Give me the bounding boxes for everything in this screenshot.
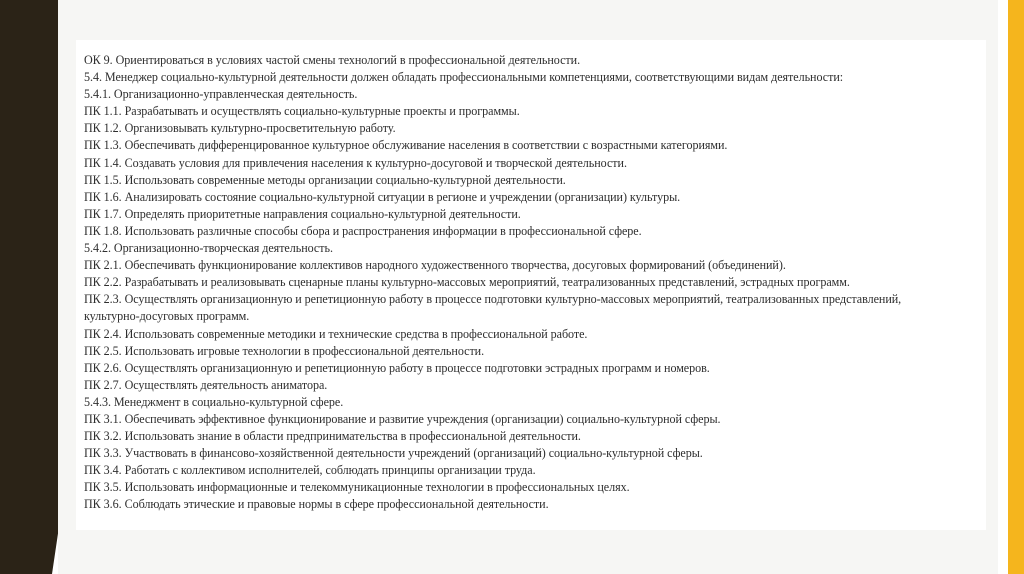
doc-line-pk-1-5: ПК 1.5. Использовать современные методы организации социально-культурной деятельности. — [84, 172, 566, 187]
doc-line-pk-3-2: ПК 3.2. Использовать знание в области предпринимательства в профессиональной деятельности. — [84, 429, 581, 444]
doc-line-pk-2-2: ПК 2.2. Разрабатывать и реализовывать сценарные планы культурно-массовых мероприятий, театрализованных представлений, эстрадных программ. — [84, 275, 850, 290]
doc-line-pk-1-6: ПК 1.6. Анализировать состояние социально-культурной ситуации в регионе и учреждении (организации) культуры. — [84, 189, 681, 204]
doc-line-pk-1-3: ПК 1.3. Обеспечивать дифференцированное культурное обслуживание населения в соответствии с возрастными категориями. — [84, 138, 728, 153]
doc-line-pk-1-1: ПК 1.1. Разрабатывать и осуществлять социально-культурные проекты и программы. — [84, 104, 520, 119]
document-image — [76, 40, 986, 530]
doc-line-pk-1-2: ПК 1.2. Организовывать культурно-просветительную работу. — [84, 121, 396, 136]
doc-line-pk-1-4: ПК 1.4. Создавать условия для привлечения населения к культурно-досуговой и творческой деятельности. — [84, 155, 627, 170]
doc-line-pk-2-3: ПК 2.3. Осуществлять организационную и репетиционную работу в процессе подготовки культурно-массовых мероприятий, театрализованных представлений, — [84, 292, 902, 307]
doc-line-pk-2-1: ПК 2.1. Обеспечивать функционирование коллективов народного художественного творчества, досуговых формирований (объединений). — [84, 258, 786, 273]
doc-line-pk-3-3: ПК 3.3. Участвовать в финансово-хозяйственной деятельности учреждений (организаций) социально-культурной сферы. — [84, 446, 703, 461]
doc-line-section-5-4-3: 5.4.3. Менеджмент в социально-культурной сфере. — [84, 394, 344, 409]
right-accent-bar — [1008, 0, 1024, 574]
doc-line-section-5-4-2: 5.4.2. Организационно-творческая деятельность. — [84, 241, 333, 256]
doc-line-pk-2-6: ПК 2.6. Осуществлять организационную и репетиционную работу в процессе подготовки эстрадных программ и номеров. — [84, 360, 710, 375]
doc-line-ok9: ОК 9. Ориентироваться в условиях частой смены технологий в профессиональной деятельности. — [84, 53, 581, 67]
doc-line-pk-2-3-continued: культурно-досуговых программ. — [84, 309, 250, 324]
doc-line-section-5-4-1: 5.4.1. Организационно-управленческая деятельность. — [84, 87, 358, 102]
doc-line-pk-3-1: ПК 3.1. Обеспечивать эффективное функционирование и развитие учреждения (организации) социально-культурной сферы. — [84, 411, 721, 426]
doc-line-pk-1-7: ПК 1.7. Определять приоритетные направления социально-культурной деятельности. — [84, 206, 521, 221]
doc-line-section-5-4: 5.4. Менеджер социально-культурной деятельности должен обладать профессиональными компетенциями, соответствующими видам деятельности: — [84, 70, 844, 85]
doc-line-pk-2-5: ПК 2.5. Использовать игровые технологии в профессиональной деятельности. — [84, 343, 485, 358]
doc-line-pk-3-4: ПК 3.4. Работать с коллективом исполнителей, соблюдать принципы организации труда. — [84, 463, 536, 478]
doc-line-pk-3-6: ПК 3.6. Соблюдать этические и правовые нормы в сфере профессиональной деятельности. — [84, 497, 549, 512]
doc-line-pk-2-4: ПК 2.4. Использовать современные методики и технические средства в профессиональной работе. — [84, 326, 588, 341]
doc-line-pk-1-8: ПК 1.8. Использовать различные способы сбора и распространения информации в профессиональной сфере. — [84, 223, 642, 238]
doc-line-pk-2-7: ПК 2.7. Осуществлять деятельность аниматора. — [84, 377, 328, 392]
doc-line-pk-3-5: ПК 3.5. Использовать информационные и телекоммуникационные технологии в профессиональных целях. — [84, 480, 630, 495]
right-edge-strip — [998, 0, 1008, 574]
